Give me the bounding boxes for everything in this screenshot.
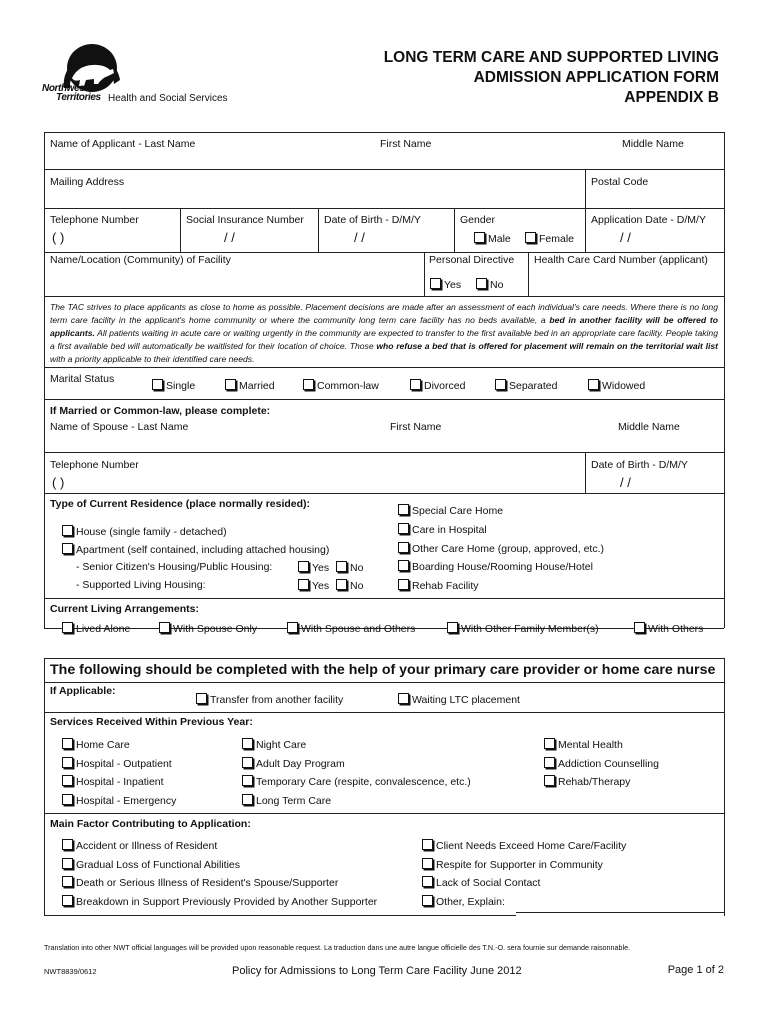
factor-other-explain[interactable]: Other, Explain: [422, 895, 505, 908]
translation-note: Translation into other NWT official languages will be provided upon reasonable request. La traduction dans une autre langue officielle des T.N.-O. sera fournie sur demande raisonnable. [44, 943, 631, 952]
checkbox-icon[interactable] [62, 757, 73, 768]
marital-separated-option[interactable]: Separated [495, 379, 557, 392]
checkbox-icon[interactable] [398, 504, 409, 515]
marital-common-law-option[interactable]: Common-law [303, 379, 379, 392]
directive-no-option[interactable]: No [476, 278, 503, 291]
application-date-label: Application Date - D/M/Y [591, 214, 706, 226]
checkbox-icon[interactable] [476, 278, 487, 289]
service-hospital-emergency[interactable]: Hospital - Emergency [62, 794, 176, 807]
services-heading: Services Received Within Previous Year: [50, 716, 253, 728]
spouse-dob-field[interactable]: / / [620, 475, 631, 490]
marital-status-label: Marital Status [50, 373, 115, 385]
living-alone-option[interactable]: Lived Alone [62, 622, 130, 635]
telephone-label: Telephone Number [50, 214, 139, 226]
checkbox-icon[interactable] [544, 775, 555, 786]
provider-banner: The following should be completed with the help of your primary care provider or home care nurse [50, 662, 716, 678]
checkbox-icon[interactable] [62, 738, 73, 749]
residence-boarding-house[interactable]: Boarding House/Rooming House/Hotel [398, 560, 593, 573]
other-explain-line[interactable] [516, 912, 724, 913]
senior-housing-label: - Senior Citizen's Housing/Public Housing: [76, 561, 273, 573]
checkbox-icon[interactable] [474, 232, 485, 243]
dob-label: Date of Birth - D/M/Y [324, 214, 421, 226]
dept-name: Health and Social Services [108, 93, 228, 104]
checkbox-icon[interactable] [242, 757, 253, 768]
form-number: NWT8839/0612 [44, 967, 97, 976]
gender-label: Gender [460, 214, 496, 226]
checkbox-icon[interactable] [398, 542, 409, 553]
checkbox-icon[interactable] [410, 379, 421, 390]
title-line-1: LONG TERM CARE AND SUPPORTED LIVING [383, 49, 719, 66]
factor-lack-social-contact[interactable]: Lack of Social Contact [422, 876, 540, 889]
supported-living-label: - Supported Living Housing: [76, 579, 206, 591]
dob-field[interactable]: / / [354, 230, 365, 245]
sin-label: Social Insurance Number [186, 214, 304, 226]
checkbox-icon[interactable] [62, 895, 73, 906]
marital-divorced-option[interactable]: Divorced [410, 379, 465, 392]
service-long-term-care[interactable]: Long Term Care [242, 794, 331, 807]
checkbox-icon[interactable] [303, 379, 314, 390]
health-card-label: Health Care Card Number (applicant) [534, 254, 708, 266]
checkbox-icon[interactable] [634, 622, 645, 633]
residence-heading: Type of Current Residence (place normally resided): [50, 498, 311, 510]
living-arrangements-heading: Current Living Arrangements: [50, 603, 199, 615]
checkbox-icon[interactable] [152, 379, 163, 390]
checkbox-icon[interactable] [398, 523, 409, 534]
applicant-middle-name-label: Middle Name [622, 138, 684, 150]
marital-married-option[interactable]: Married [225, 379, 275, 392]
checkbox-icon[interactable] [62, 858, 73, 869]
checkbox-icon[interactable] [62, 794, 73, 805]
marital-widowed-option[interactable]: Widowed [588, 379, 645, 392]
mailing-address-label: Mailing Address [50, 176, 125, 188]
checkbox-icon[interactable] [447, 622, 458, 633]
org-name [42, 84, 101, 102]
spouse-last-name-label: Name of Spouse - Last Name [50, 421, 189, 433]
spouse-telephone-field[interactable]: ( ) [52, 475, 65, 490]
factor-accident-illness[interactable]: Accident or Illness of Resident [62, 839, 217, 852]
residence-care-in-hospital[interactable]: Care in Hospital [398, 523, 487, 536]
sin-field[interactable]: / / [224, 230, 235, 245]
checkbox-icon[interactable] [422, 876, 433, 887]
checkbox-icon[interactable] [62, 622, 73, 633]
checkbox-icon[interactable] [495, 379, 506, 390]
checkbox-icon[interactable] [398, 579, 409, 590]
checkbox-icon[interactable] [62, 525, 73, 536]
checkbox-icon[interactable] [430, 278, 441, 289]
factor-client-needs-exceed[interactable]: Client Needs Exceed Home Care/Facility [422, 839, 626, 852]
checkbox-icon[interactable] [544, 757, 555, 768]
residence-apartment-option[interactable]: Apartment (self contained, including attached housing) [62, 543, 329, 556]
factor-death-spouse[interactable]: Death or Serious Illness of Resident's Spouse/Supporter [62, 876, 338, 889]
checkbox-icon[interactable] [159, 622, 170, 633]
service-addiction-counselling[interactable]: Addiction Counselling [544, 757, 659, 770]
waiting-ltc-option[interactable]: Waiting LTC placement [398, 693, 520, 706]
service-hospital-inpatient[interactable]: Hospital - Inpatient [62, 775, 164, 788]
checkbox-icon[interactable] [242, 738, 253, 749]
factor-respite-supporter[interactable]: Respite for Supporter in Community [422, 858, 603, 871]
checkbox-icon[interactable] [62, 775, 73, 786]
checkbox-icon[interactable] [298, 561, 309, 572]
checkbox-icon[interactable] [62, 839, 73, 850]
senior-housing-yes[interactable]: Yes [298, 561, 329, 574]
spouse-telephone-label: Telephone Number [50, 459, 139, 471]
org-line-1: Northwest [42, 83, 88, 94]
if-applicable-label: If Applicable: [50, 685, 116, 697]
service-home-care[interactable]: Home Care [62, 738, 130, 751]
telephone-field[interactable]: ( ) [52, 230, 65, 245]
checkbox-icon[interactable] [422, 858, 433, 869]
supported-living-no[interactable]: No [336, 579, 363, 592]
supported-living-yes[interactable]: Yes [298, 579, 329, 592]
residence-special-care-home[interactable]: Special Care Home [398, 504, 503, 517]
application-form [44, 132, 724, 916]
checkbox-icon[interactable] [588, 379, 599, 390]
checkbox-icon[interactable] [62, 543, 73, 554]
personal-directive-label: Personal Directive [429, 254, 515, 266]
application-date-field[interactable]: / / [620, 230, 631, 245]
service-rehab-therapy[interactable]: Rehab/Therapy [544, 775, 630, 788]
living-spouse-only-option[interactable]: With Spouse Only [159, 622, 257, 635]
org-line-2: Territories [56, 92, 101, 103]
main-factor-heading: Main Factor Contributing to Application: [50, 818, 251, 830]
living-with-others-option[interactable]: With Others [634, 622, 703, 635]
checkbox-icon[interactable] [242, 775, 253, 786]
living-family-member-option[interactable]: With Other Family Member(s) [447, 622, 599, 635]
service-hospital-outpatient[interactable]: Hospital - Outpatient [62, 757, 172, 770]
applicant-first-name-label: First Name [380, 138, 432, 150]
checkbox-icon[interactable] [287, 622, 298, 633]
residence-house-option[interactable]: House (single family - detached) [62, 525, 227, 538]
checkbox-icon[interactable] [544, 738, 555, 749]
factor-breakdown-support[interactable]: Breakdown in Support Previously Provided by Another Supporter [62, 895, 377, 908]
placement-policy-paragraph: The TAC strives to place applicants as close to home as possible. Placement decisions are made after an assessment of each individual's care needs. Where there is no long term care facility in the applicant's home community or where the community long term care facility has no beds available, a bed in another facility will be offered to applicants. All patients waiting in acute care or waiting urgently in the community are expected to transfer to the first available bed in an appropriate care facility. People taking a first available bed will automatically be waitlisted for their location of choice. Those who refuse a bed that is offered for placement will remain on the territorial wait list with a priority applicable to their identified care needs. [50, 302, 719, 364]
checkbox-icon[interactable] [398, 693, 409, 704]
spouse-middle-name-label: Middle Name [618, 421, 680, 433]
spouse-heading: If Married or Common-law, please complete: [50, 405, 271, 417]
checkbox-icon[interactable] [422, 839, 433, 850]
checkbox-icon[interactable] [525, 232, 536, 243]
postal-code-label: Postal Code [591, 176, 649, 188]
service-temporary-care[interactable]: Temporary Care (respite, convalescence, etc.) [242, 775, 471, 788]
checkbox-icon[interactable] [336, 579, 347, 590]
service-night-care[interactable]: Night Care [242, 738, 306, 751]
checkbox-icon[interactable] [62, 876, 73, 887]
checkbox-icon[interactable] [336, 561, 347, 572]
title-line-3: APPENDIX B [624, 89, 719, 106]
gender-male-option[interactable]: Male [474, 232, 511, 245]
transfer-facility-option[interactable]: Transfer from another facility [196, 693, 343, 706]
spouse-first-name-label: First Name [390, 421, 442, 433]
footer-policy: Policy for Admissions to Long Term Care Facility June 2012 [232, 965, 522, 977]
checkbox-icon[interactable] [242, 794, 253, 805]
directive-yes-option[interactable]: Yes [430, 278, 461, 291]
checkbox-icon[interactable] [298, 579, 309, 590]
checkbox-icon[interactable] [225, 379, 236, 390]
page-number: Page 1 of 2 [667, 964, 724, 976]
form-title [289, 48, 719, 108]
title-line-2: ADMISSION APPLICATION FORM [473, 69, 719, 86]
senior-housing-no[interactable]: No [336, 561, 363, 574]
gender-female-option[interactable]: Female [525, 232, 574, 245]
service-mental-health[interactable]: Mental Health [544, 738, 623, 751]
checkbox-icon[interactable] [398, 560, 409, 571]
applicant-last-name-label: Name of Applicant - Last Name [50, 138, 196, 150]
residence-other-care-home[interactable]: Other Care Home (group, approved, etc.) [398, 542, 604, 555]
marital-single-option[interactable]: Single [152, 379, 195, 392]
checkbox-icon[interactable] [196, 693, 207, 704]
checkbox-icon[interactable] [422, 895, 433, 906]
facility-label: Name/Location (Community) of Facility [50, 254, 231, 266]
residence-rehab-facility[interactable]: Rehab Facility [398, 579, 479, 592]
gnwt-logo [42, 40, 252, 120]
service-adult-day-program[interactable]: Adult Day Program [242, 757, 345, 770]
factor-gradual-loss[interactable]: Gradual Loss of Functional Abilities [62, 858, 240, 871]
living-spouse-others-option[interactable]: With Spouse and Others [287, 622, 415, 635]
spouse-dob-label: Date of Birth - D/M/Y [591, 459, 688, 471]
